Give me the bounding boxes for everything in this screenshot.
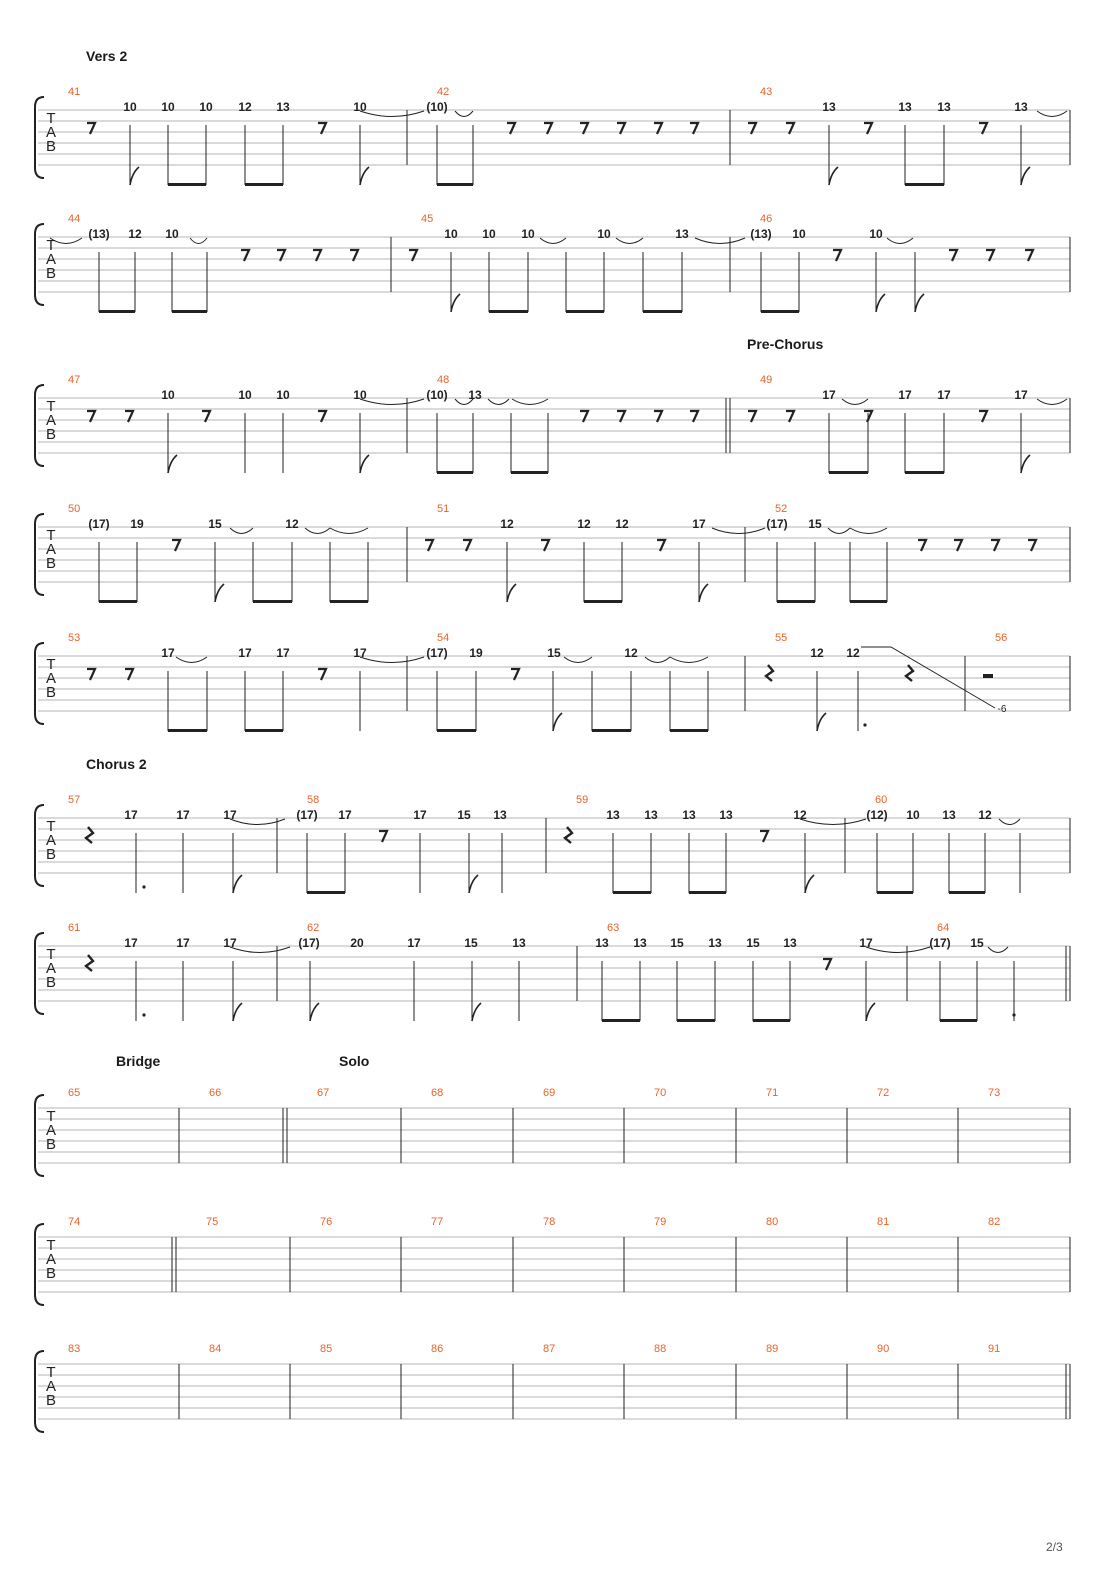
fret-number: 10 <box>161 100 175 114</box>
note-beam <box>168 183 206 186</box>
note-beam <box>307 891 345 894</box>
measure-number: 61 <box>68 922 81 934</box>
tab-clef-letter: T <box>46 1237 56 1254</box>
fret-number: 13 <box>1014 100 1028 114</box>
fret-number: 12 <box>978 808 992 822</box>
measure-number: 69 <box>543 1087 556 1099</box>
slide-label: -6 <box>997 704 1007 715</box>
fret-number: 17 <box>407 936 421 950</box>
note-flag <box>1021 455 1030 473</box>
tab-clef-letter: B <box>45 555 57 572</box>
tab-clef-letter: T <box>46 110 56 127</box>
note-beam <box>437 183 473 186</box>
note-beam <box>245 729 283 732</box>
rhythm-dot <box>1012 1013 1015 1016</box>
tie-arc <box>230 947 290 953</box>
tie-arc <box>988 947 1008 953</box>
note-flag <box>360 455 369 473</box>
tie-arc <box>850 528 887 534</box>
tab-clef-letter: B <box>45 974 57 991</box>
fret-number: 15 <box>746 936 760 950</box>
measure-number: 58 <box>307 794 320 806</box>
note-beam <box>602 1019 640 1022</box>
tab-clef-letter: A <box>45 251 57 268</box>
tie-arc <box>360 111 424 117</box>
half-rest <box>983 674 993 678</box>
section-label: Solo <box>339 1053 370 1069</box>
tie-arc <box>1037 399 1067 405</box>
note-flag <box>130 167 139 185</box>
fret-number: (12) <box>866 808 888 822</box>
fret-number: 17 <box>859 936 873 950</box>
note-beam <box>172 310 207 313</box>
tie-arc <box>866 947 930 953</box>
note-beam <box>850 600 887 603</box>
tie-arc <box>828 528 850 534</box>
fret-number: 13 <box>633 936 647 950</box>
fret-number: 17 <box>124 808 138 822</box>
note-flag <box>469 875 478 893</box>
fret-number: (17) <box>296 808 318 822</box>
fret-number: 19 <box>130 517 144 531</box>
system-bracket <box>35 643 44 724</box>
note-flag <box>215 584 224 602</box>
measure-number: 73 <box>988 1087 1001 1099</box>
tie-arc <box>230 528 253 534</box>
measure-number: 81 <box>877 1216 890 1228</box>
measure-number: 82 <box>988 1216 1001 1228</box>
fret-number: 17 <box>223 808 237 822</box>
note-beam <box>753 1019 790 1022</box>
fret-number: 13 <box>822 100 836 114</box>
tab-clef-letter: B <box>45 1136 57 1153</box>
measure-number: 47 <box>68 374 81 386</box>
fret-number: 17 <box>176 808 190 822</box>
tab-clef-letter: T <box>46 1364 56 1381</box>
note-flag <box>472 1003 481 1021</box>
fret-number: 17 <box>692 517 706 531</box>
tie-arc <box>305 528 330 534</box>
tie-arc <box>842 399 868 405</box>
system-bracket <box>35 933 44 1014</box>
measure-number: 46 <box>760 213 773 225</box>
fret-number: 10 <box>353 100 367 114</box>
tab-clef-letter: A <box>45 1378 57 1395</box>
note-flag <box>233 875 242 893</box>
fret-number: 13 <box>783 936 797 950</box>
note-beam <box>99 600 137 603</box>
tab-clef-letter: B <box>45 265 57 282</box>
page-number: 2/3 <box>1046 1540 1063 1554</box>
measure-number: 65 <box>68 1087 81 1099</box>
tie-arc <box>512 399 548 405</box>
tie-arc <box>176 657 207 663</box>
tab-clef-letter: A <box>45 412 57 429</box>
fret-number: 13 <box>682 808 696 822</box>
fret-number: 17 <box>1014 388 1028 402</box>
tab-clef-letter: B <box>45 138 57 155</box>
tab-clef-letter: A <box>45 832 57 849</box>
rhythm-dot <box>863 723 866 726</box>
note-flag <box>805 875 814 893</box>
fret-number: (17) <box>766 517 788 531</box>
tie-arc <box>616 238 643 244</box>
fret-number: 15 <box>208 517 222 531</box>
measure-number: 44 <box>68 213 81 225</box>
measure-number: 55 <box>775 632 788 644</box>
note-flag <box>233 1003 242 1021</box>
tab-clef-letter: A <box>45 541 57 558</box>
note-beam <box>643 310 682 313</box>
fret-number: 13 <box>512 936 526 950</box>
tie-arc <box>999 819 1020 825</box>
tab-clef-letter: B <box>45 1392 57 1409</box>
fret-number: 13 <box>595 936 609 950</box>
tie-arc <box>887 238 913 244</box>
measure-number: 60 <box>875 794 888 806</box>
fret-number: 10 <box>792 227 806 241</box>
fret-number: 17 <box>413 808 427 822</box>
note-flag <box>817 713 826 731</box>
tie-arc <box>360 657 424 663</box>
system-bracket <box>35 224 44 305</box>
tab-clef-letter: B <box>45 684 57 701</box>
fret-number: 12 <box>238 100 252 114</box>
note-beam <box>829 471 868 474</box>
tab-clef-letter: A <box>45 1122 57 1139</box>
measure-number: 64 <box>937 922 950 934</box>
tie-arc <box>360 399 424 405</box>
measure-number: 54 <box>437 632 450 644</box>
note-flag <box>699 584 708 602</box>
section-label: Chorus 2 <box>86 756 147 772</box>
fret-number: 10 <box>906 808 920 822</box>
fret-number: 17 <box>898 388 912 402</box>
tab-clef-letter: A <box>45 1251 57 1268</box>
note-flag <box>360 167 369 185</box>
measure-number: 56 <box>995 632 1008 644</box>
note-beam <box>949 891 985 894</box>
fret-number: 20 <box>350 936 364 950</box>
fret-number: 17 <box>338 808 352 822</box>
fret-number: 10 <box>597 227 611 241</box>
fret-number: 19 <box>469 646 483 660</box>
measure-number: 49 <box>760 374 773 386</box>
note-flag <box>451 294 460 312</box>
measure-number: 51 <box>437 503 450 515</box>
note-flag <box>876 294 885 312</box>
tab-clef-letter: T <box>46 1108 56 1125</box>
measure-number: 53 <box>68 632 81 644</box>
measure-number: 59 <box>576 794 589 806</box>
tab-clef-letter: B <box>45 426 57 443</box>
measure-number: 83 <box>68 1343 81 1355</box>
fret-number: 10 <box>238 388 252 402</box>
measure-number: 45 <box>421 213 434 225</box>
fret-number: (17) <box>426 646 448 660</box>
fret-number: 13 <box>898 100 912 114</box>
tie-arc <box>645 657 670 663</box>
measure-number: 80 <box>766 1216 779 1228</box>
note-beam <box>761 310 799 313</box>
fret-number: (10) <box>426 100 448 114</box>
measure-number: 63 <box>607 922 620 934</box>
system-bracket <box>35 97 44 178</box>
fret-number: (13) <box>750 227 772 241</box>
fret-number: 13 <box>276 100 290 114</box>
note-flag <box>310 1003 319 1021</box>
fret-number: 10 <box>521 227 535 241</box>
fret-number: 13 <box>468 388 482 402</box>
measure-number: 70 <box>654 1087 667 1099</box>
fret-number: 12 <box>810 646 824 660</box>
note-beam <box>245 183 283 186</box>
fret-number: (17) <box>929 936 951 950</box>
fret-number: 15 <box>457 808 471 822</box>
tab-clef-letter: B <box>45 1265 57 1282</box>
fret-number: 10 <box>353 388 367 402</box>
measure-number: 85 <box>320 1343 333 1355</box>
measure-number: 84 <box>209 1343 222 1355</box>
measure-number: 41 <box>68 86 81 98</box>
measure-number: 76 <box>320 1216 333 1228</box>
fret-number: 12 <box>793 808 807 822</box>
measure-number: 50 <box>68 503 81 515</box>
fret-number: 12 <box>285 517 299 531</box>
tab-clef-letter: T <box>46 398 56 415</box>
fret-number: 13 <box>942 808 956 822</box>
tie-arc <box>190 238 207 244</box>
fret-number: (10) <box>426 388 448 402</box>
tie-arc <box>330 528 368 534</box>
note-flag <box>1021 167 1030 185</box>
tab-clef-letter: T <box>46 818 56 835</box>
section-label: Bridge <box>116 1053 161 1069</box>
fret-number: 13 <box>493 808 507 822</box>
tie-arc <box>695 238 745 244</box>
note-beam <box>905 183 944 186</box>
note-beam <box>168 729 207 732</box>
fret-number: 10 <box>165 227 179 241</box>
tie-arc <box>564 657 592 663</box>
measure-number: 87 <box>543 1343 556 1355</box>
fret-number: 10 <box>482 227 496 241</box>
tab-clef-letter: T <box>46 527 56 544</box>
measure-number: 75 <box>206 1216 219 1228</box>
measure-number: 67 <box>317 1087 330 1099</box>
note-beam <box>437 471 473 474</box>
fret-number: 17 <box>223 936 237 950</box>
fret-number: 10 <box>161 388 175 402</box>
fret-number: 17 <box>276 646 290 660</box>
fret-number: 15 <box>670 936 684 950</box>
fret-number: 17 <box>238 646 252 660</box>
note-beam <box>592 729 631 732</box>
measure-number: 52 <box>775 503 788 515</box>
tie-arc <box>1037 111 1067 117</box>
system-bracket <box>35 514 44 595</box>
note-flag <box>168 455 177 473</box>
fret-number: 17 <box>176 936 190 950</box>
note-flag <box>915 294 924 312</box>
note-beam <box>689 891 726 894</box>
tie-arc <box>455 111 473 117</box>
measure-number: 74 <box>68 1216 81 1228</box>
fret-number: 17 <box>353 646 367 660</box>
tab-clef-letter: T <box>46 656 56 673</box>
tie-arc <box>540 238 566 244</box>
fret-number: 10 <box>444 227 458 241</box>
fret-number: 10 <box>199 100 213 114</box>
system-bracket <box>35 1224 44 1305</box>
measure-number: 66 <box>209 1087 222 1099</box>
measure-number: 88 <box>654 1343 667 1355</box>
system-bracket <box>35 805 44 886</box>
rhythm-dot <box>142 885 145 888</box>
tab-clef-letter: A <box>45 670 57 687</box>
note-beam <box>566 310 604 313</box>
fret-number: 17 <box>822 388 836 402</box>
note-flag <box>553 713 562 731</box>
fret-number: 15 <box>970 936 984 950</box>
tie-arc <box>712 528 765 534</box>
measure-number: 42 <box>437 86 450 98</box>
tab-clef-letter: A <box>45 960 57 977</box>
fret-number: (17) <box>88 517 110 531</box>
tab-clef-letter: T <box>46 946 56 963</box>
note-beam <box>253 600 292 603</box>
system-bracket <box>35 1095 44 1176</box>
fret-number: 17 <box>937 388 951 402</box>
note-beam <box>670 729 708 732</box>
note-beam <box>877 891 913 894</box>
note-beam <box>437 729 476 732</box>
tie-arc <box>670 657 708 663</box>
note-beam <box>677 1019 715 1022</box>
fret-number: 15 <box>808 517 822 531</box>
measure-number: 71 <box>766 1087 779 1099</box>
tab-clef-letter: B <box>45 846 57 863</box>
note-beam <box>99 310 135 313</box>
fret-number: 17 <box>124 936 138 950</box>
fret-number: 15 <box>464 936 478 950</box>
fret-number: (17) <box>298 936 320 950</box>
fret-number: 15 <box>547 646 561 660</box>
measure-number: 86 <box>431 1343 444 1355</box>
fret-number: 10 <box>869 227 883 241</box>
system-bracket <box>35 385 44 466</box>
fret-number: 13 <box>708 936 722 950</box>
section-label: Pre-Chorus <box>747 336 824 352</box>
fret-number: 12 <box>128 227 142 241</box>
measure-number: 90 <box>877 1343 890 1355</box>
fret-number: 13 <box>719 808 733 822</box>
measure-number: 79 <box>654 1216 667 1228</box>
note-beam <box>613 891 651 894</box>
tab-clef-letter: T <box>46 237 56 254</box>
fret-number: 12 <box>577 517 591 531</box>
tab-clef-letter: A <box>45 124 57 141</box>
fret-number: 13 <box>937 100 951 114</box>
fret-number: 13 <box>644 808 658 822</box>
measure-number: 62 <box>307 922 320 934</box>
measure-number: 77 <box>431 1216 444 1228</box>
measure-number: 57 <box>68 794 81 806</box>
note-flag <box>829 167 838 185</box>
note-beam <box>489 310 528 313</box>
fret-number: 12 <box>500 517 514 531</box>
note-beam <box>940 1019 977 1022</box>
measure-number: 78 <box>543 1216 556 1228</box>
fret-number: 13 <box>675 227 689 241</box>
section-label: Vers 2 <box>86 48 128 64</box>
measure-number: 72 <box>877 1087 890 1099</box>
measure-number: 91 <box>988 1343 1001 1355</box>
tie-arc <box>488 399 509 405</box>
note-beam <box>905 471 944 474</box>
measure-number: 43 <box>760 86 773 98</box>
fret-number: 10 <box>123 100 137 114</box>
note-flag <box>866 1003 875 1021</box>
note-beam <box>330 600 368 603</box>
measure-number: 89 <box>766 1343 779 1355</box>
fret-number: 13 <box>606 808 620 822</box>
system-bracket <box>35 1351 44 1432</box>
fret-number: 12 <box>615 517 629 531</box>
note-beam <box>584 600 622 603</box>
fret-number: 12 <box>846 646 860 660</box>
measure-number: 68 <box>431 1087 444 1099</box>
tie-arc <box>800 819 866 825</box>
fret-number: (13) <box>88 227 110 241</box>
note-beam <box>511 471 548 474</box>
note-flag <box>507 584 516 602</box>
fret-number: 17 <box>161 646 175 660</box>
fret-number: 12 <box>624 646 638 660</box>
measure-number: 48 <box>437 374 450 386</box>
fret-number: 10 <box>276 388 290 402</box>
note-beam <box>777 600 815 603</box>
rhythm-dot <box>142 1013 145 1016</box>
